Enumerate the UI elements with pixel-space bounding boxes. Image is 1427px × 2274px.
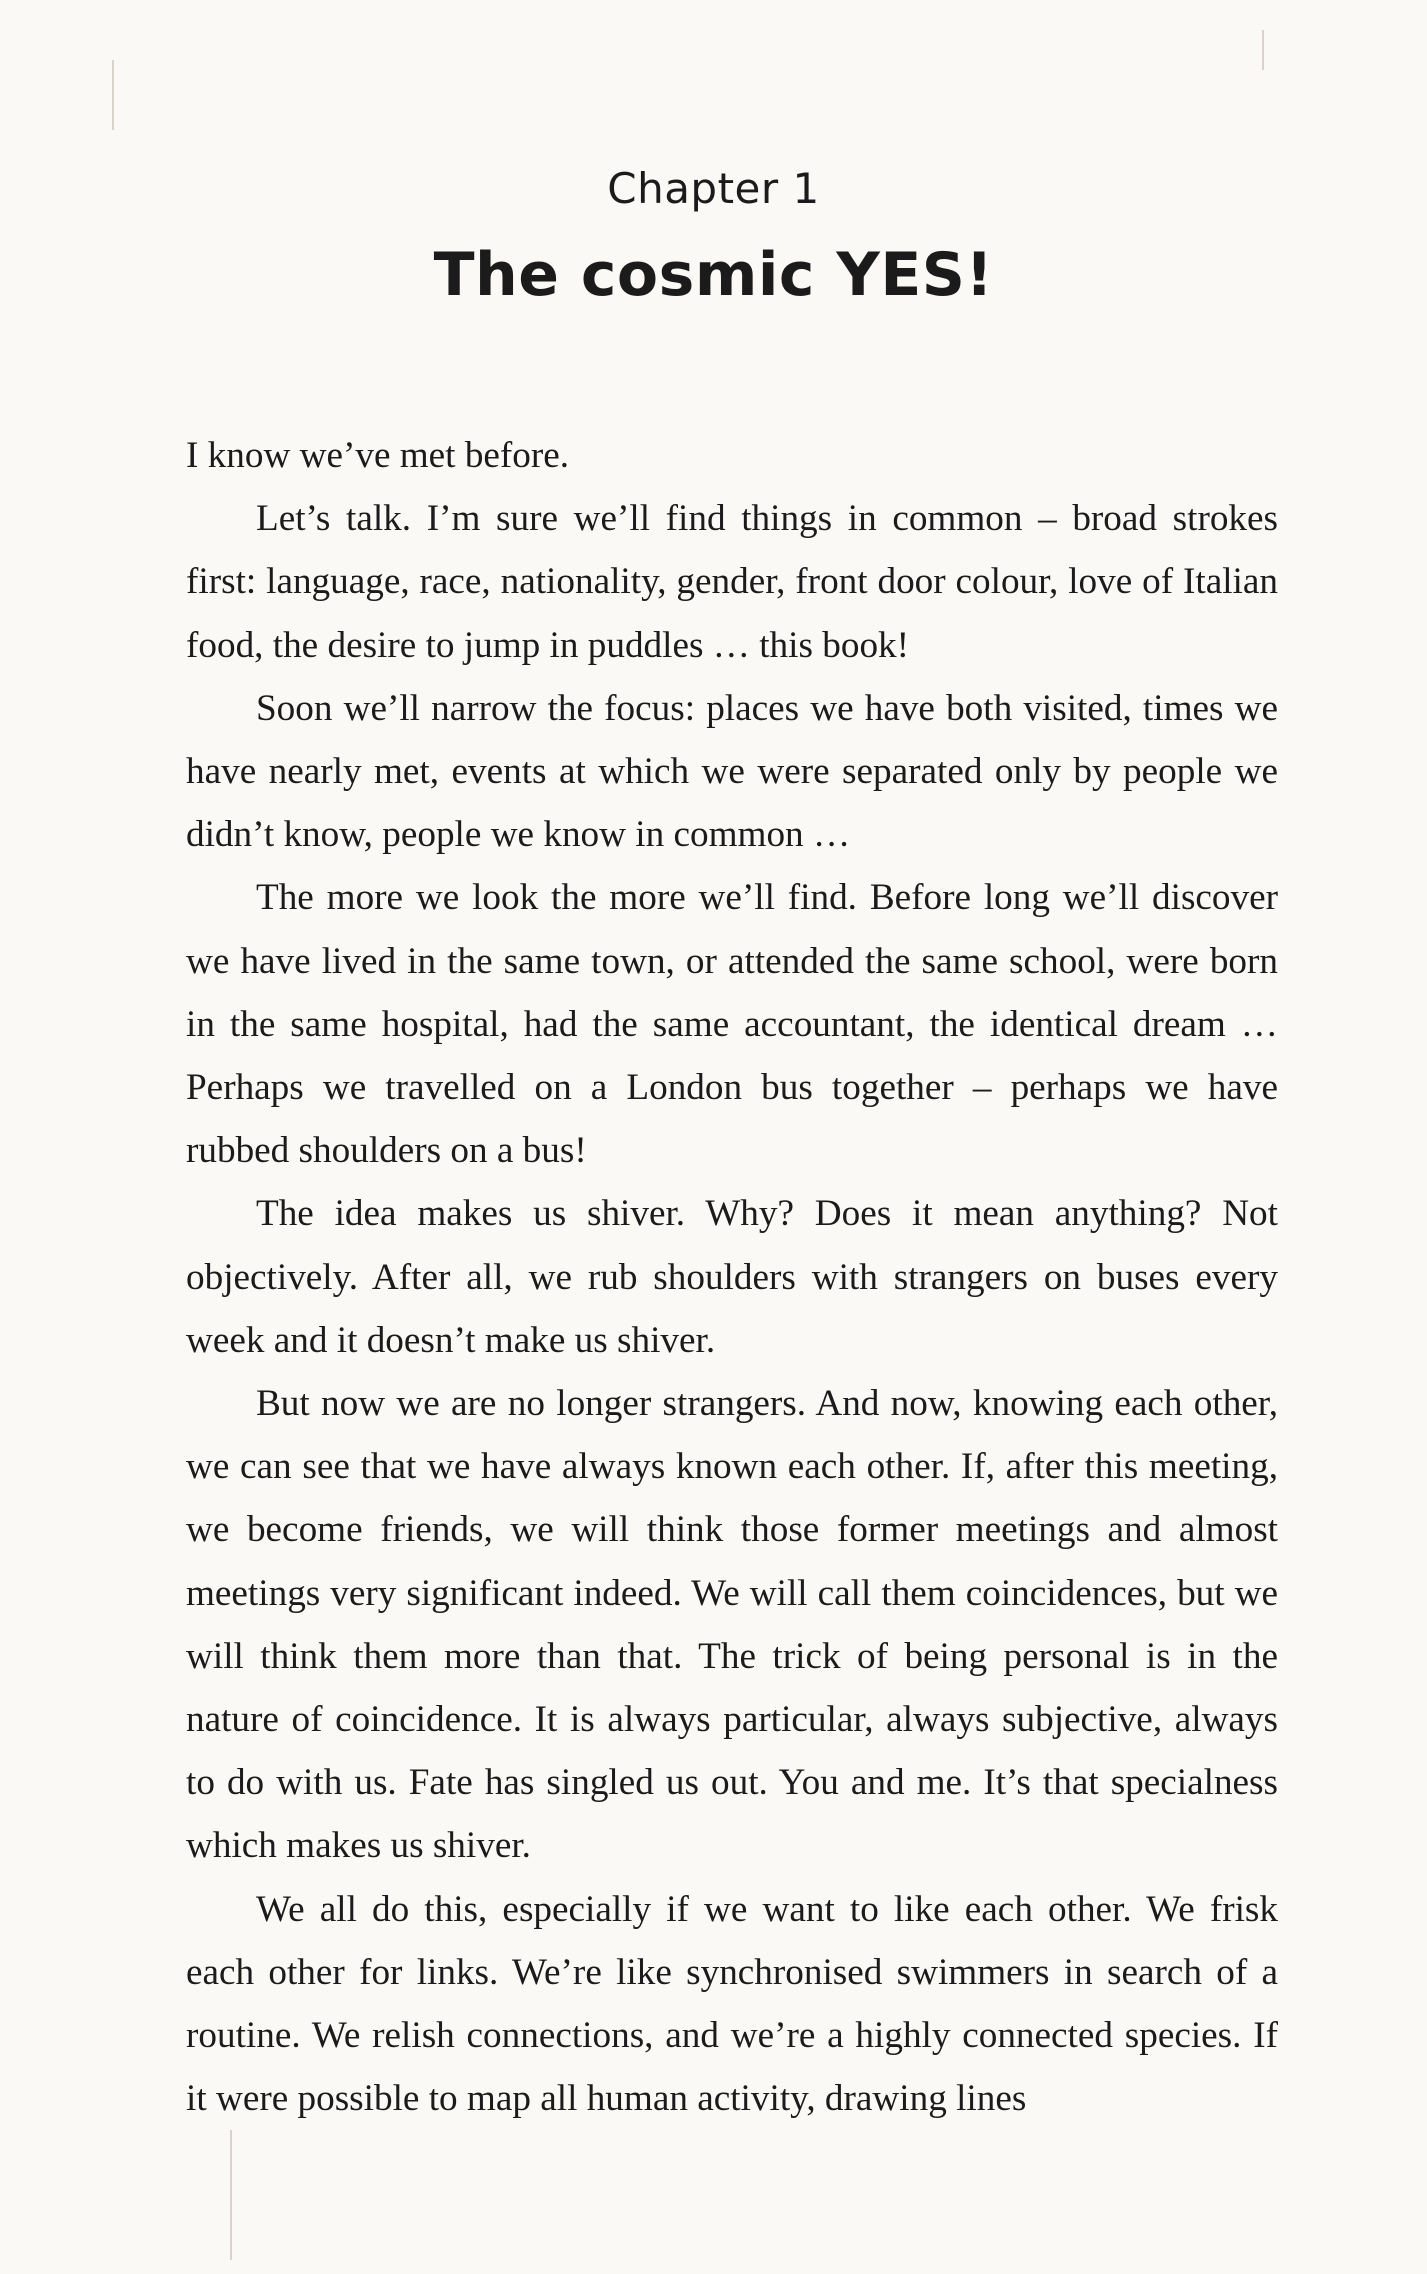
- paragraph: We all do this, especially if we want to like each other. We frisk each other for links. We’re like synchronised swimmers in search of a routine. We relish connections, and we’re a highly connected species. If it were possible to map all human activity, drawing lines: [186, 1888, 1278, 2120]
- scan-artifact: [1262, 30, 1264, 70]
- paragraph: Let’s talk. I’m sure we’ll find things in common – broad strokes first: language, race, nationality, gender, front door colour, love of Italian food, the desire to jump in puddles … this book!: [186, 498, 1278, 666]
- paragraph: The more we look the more we’ll find. Before long we’ll discover we have lived in the same town, or attended the same school, were born in the same hospital, had the same accountant, the identical dream … Perhaps we travelled on a London bus together – perhaps we have rubbed shoulders on a bus!: [186, 877, 1278, 1172]
- scan-artifact: [230, 2130, 232, 2260]
- paragraph: But now we are no longer strangers. And now, knowing each other, we can see that we have always known each other. If, after this meeting, we become friends, we will think those former meetings and almost meetings very significant indeed. We will call them coincidences, but we will think them more than that. The trick of being personal is in the nature of coincidence. It is always particular, always subjective, always to do with us. Fate has singled us out. You and me. It’s that specialness which makes us shiver.: [186, 1383, 1278, 1867]
- paragraph: Soon we’ll narrow the focus: places we have both visited, times we have nearly met, events at which we were separated only by people we didn’t know, people we know in common …: [186, 687, 1278, 856]
- paragraph: The idea makes us shiver. Why? Does it mean anything? Not objectively. After all, we rub shoulders with strangers on buses every week and it doesn’t make us shiver.: [186, 1193, 1278, 1361]
- chapter-title: The cosmic YES!: [433, 240, 994, 310]
- scan-artifact: [112, 60, 114, 130]
- paragraph: I know we’ve met before.: [186, 435, 570, 476]
- chapter-body: [186, 424, 1278, 2130]
- chapter-label: Chapter 1: [607, 164, 820, 213]
